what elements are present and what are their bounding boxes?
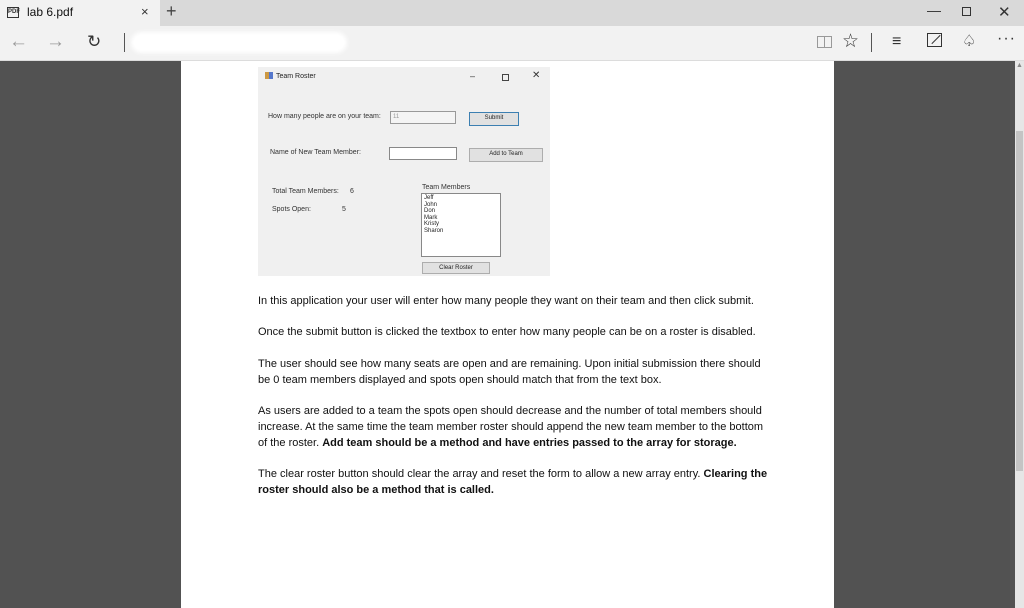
- reading-view-icon[interactable]: [817, 36, 832, 48]
- web-note-icon[interactable]: [927, 33, 942, 47]
- window-close-icon[interactable]: ✕: [998, 4, 1011, 21]
- tab-lab6[interactable]: [0, 0, 160, 26]
- favorite-star-icon[interactable]: ☆: [842, 31, 860, 52]
- tab-close-icon[interactable]: ×: [141, 4, 149, 19]
- form-minimize-icon: –: [470, 71, 476, 81]
- list-item: Kristy: [424, 221, 439, 228]
- minimize-icon[interactable]: —: [927, 2, 941, 18]
- more-icon[interactable]: ···: [997, 30, 1016, 47]
- document-body: [258, 294, 768, 514]
- team-roster-screenshot: [258, 67, 550, 276]
- member-name-input: [389, 147, 457, 160]
- scroll-up-icon[interactable]: ▲: [1016, 62, 1023, 69]
- spots-open-value: 5: [342, 206, 346, 213]
- paragraph-bold-text: Clearing the roster should also be a method that is called.: [258, 467, 768, 496]
- hub-icon[interactable]: ≡: [892, 33, 902, 50]
- team-size-label: How many people are on your team:: [268, 113, 381, 120]
- list-item: John: [424, 201, 438, 208]
- paragraph: The user should see how many seats are open and are remaining. Upon initial submission there should be 0 team members displayed and spots open should match that from the text box.: [258, 357, 761, 386]
- navigation-bar: [0, 26, 1024, 61]
- list-item: Jeff: [424, 195, 434, 201]
- paragraph-bold-text: Add team should be a method and have entries passed to the array for storage.: [322, 436, 737, 449]
- team-size-input: 11: [390, 111, 456, 124]
- address-bar[interactable]: [134, 35, 344, 50]
- list-item: Sharon: [424, 227, 444, 234]
- toolbar-divider: [871, 33, 872, 52]
- forward-icon[interactable]: →: [46, 31, 65, 52]
- spots-open-label: Spots Open:: [272, 206, 311, 213]
- paragraph: [258, 467, 768, 499]
- list-item: Mark: [424, 214, 438, 221]
- back-icon[interactable]: ←: [9, 31, 28, 52]
- restore-icon[interactable]: [962, 7, 971, 16]
- form-close-icon: ✕: [532, 70, 541, 81]
- form-title: Team Roster: [276, 73, 316, 80]
- tab-title: lab 6.pdf: [27, 5, 74, 19]
- share-icon[interactable]: ♤: [962, 33, 977, 50]
- total-members-label: Total Team Members:: [272, 188, 339, 195]
- add-to-team-button: Add to Team: [469, 148, 543, 162]
- team-members-list: [421, 193, 501, 257]
- scrollbar-thumb[interactable]: [1016, 131, 1023, 471]
- team-members-label: Team Members: [422, 184, 471, 191]
- paragraph: [258, 404, 768, 451]
- member-name-label: Name of New Team Member:: [270, 149, 361, 156]
- paragraph: In this application your user will enter how many people they want on their team and then click submit.: [258, 295, 754, 307]
- total-members-value: 6: [350, 188, 354, 195]
- clear-roster-button: Clear Roster: [422, 262, 490, 274]
- app-icon: [265, 72, 273, 79]
- new-tab-button[interactable]: +: [166, 1, 177, 21]
- paragraph-text: As users are added to a team the spots open should decrease and the number of total members should increase. At the same time the team member roster should append the new team member to the bottom of the roster.: [258, 404, 764, 449]
- submit-button: Submit: [469, 112, 519, 126]
- refresh-icon[interactable]: ↻: [87, 32, 102, 51]
- tab-strip: [0, 0, 1024, 26]
- paragraph-text: The clear roster button should clear the array and reset the form to allow a new array entry.: [258, 467, 704, 480]
- paragraph: Once the submit button is clicked the textbox to enter how many people can be on a roster is disabled.: [258, 326, 756, 339]
- pdf-icon: PDF: [7, 7, 19, 18]
- form-maximize-icon: [502, 74, 509, 81]
- toolbar-divider: [124, 33, 125, 52]
- list-item: Don: [424, 208, 436, 215]
